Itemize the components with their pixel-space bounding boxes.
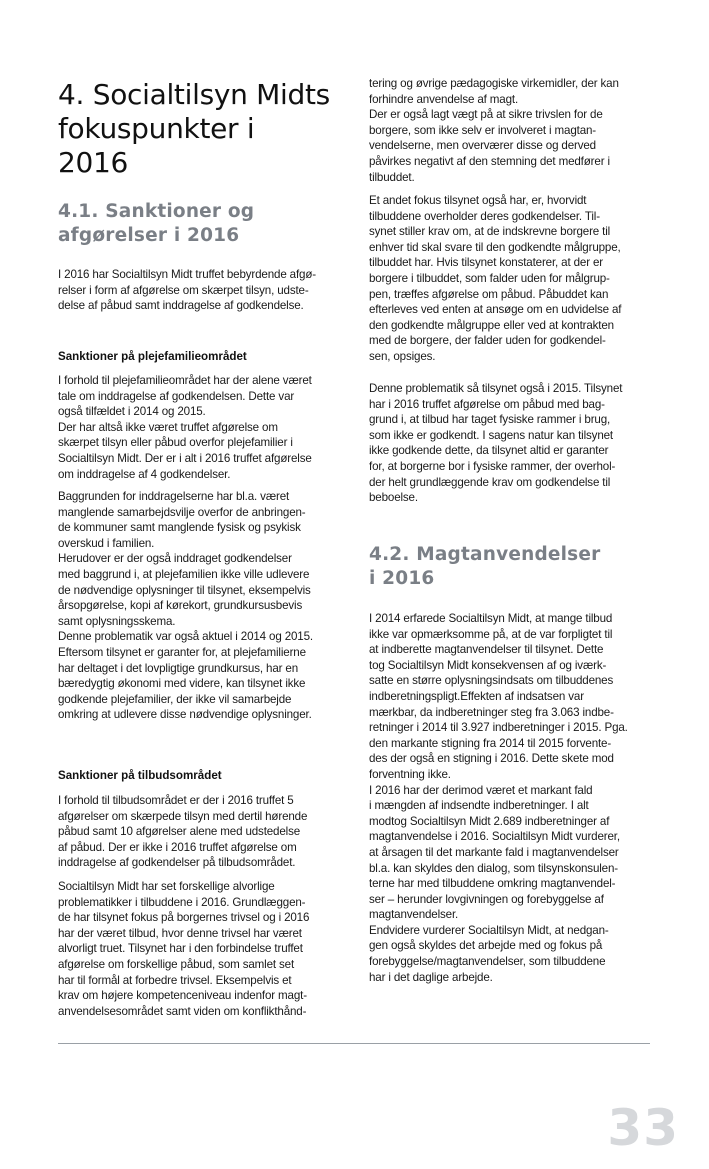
text-line: mærkbar, da indberetninger steg fra 3.063 indbe- — [369, 705, 614, 719]
subheading-plejefamilie: Sanktioner på plejefamilieområdet — [58, 350, 247, 363]
text-line: den godkendte målgruppe eller ved at kontrakten — [369, 318, 614, 332]
text-line: Baggrunden for inddragelserne har bl.a. været — [58, 490, 290, 503]
text-line: manglende samarbejdsvilje overfor de anbringen- — [58, 505, 306, 519]
text-line: borgere, som ikke selv er involveret i magtan- — [369, 123, 597, 137]
footer-rule — [58, 1043, 650, 1044]
section-4-1-intro — [58, 267, 316, 314]
text-line: bl.a. kan skyldes den dialog, som tilsynskonsulen- — [369, 861, 618, 875]
text-line: pen, træffes afgørelse om påbud. Påbuddet kan — [369, 287, 609, 301]
text-line: i 2016 — [369, 568, 435, 589]
text-line: enhver tid skal svare til den godkendte målgruppe, — [369, 240, 621, 254]
plejefamilie-paragraph-2 — [58, 489, 313, 723]
text-line: efterleves ved enten at ansøge om en udvidelse af — [369, 303, 622, 317]
text-line: har der været tilbud, hvor denne trivsel har været — [58, 926, 302, 940]
text-line: omkring at udlevere disse nødvendige oplysninger. — [58, 708, 312, 722]
text-line: anvendelsesområdet samt viden om konflikthånd- — [58, 1004, 307, 1018]
chapter-title — [58, 78, 330, 180]
text-line: påbud samt 10 afgørelser alene med udstedelse — [58, 825, 301, 839]
text-line: I 2014 erfarede Socialtilsyn Midt, at mange tilbud — [369, 612, 613, 625]
text-line: grund i, at tilbud har taget fysiske rammer i brug, — [369, 413, 611, 427]
fysiske-rammer-paragraph — [369, 381, 622, 506]
text-line: at årsagen til det markante fald i magtanvendelser — [369, 845, 619, 859]
text-line: Socialtilsyn Midt har set forskellige alvorlige — [58, 880, 275, 893]
tilbud-paragraph-2 — [58, 879, 309, 1019]
text-line: de nødvendige oplysninger til tilsynet, eksempelvis — [58, 583, 311, 597]
text-line: synet stiller krav om, at de indskrevne borgere til — [369, 225, 611, 239]
text-line: i mængden af indsendte indberetninger. I alt — [369, 799, 589, 813]
text-line: den markante stigning fra 2014 til 2015 forvente- — [369, 736, 612, 750]
text-line: med baggrund i, at plejefamilien ikke ville udlevere — [58, 567, 310, 581]
text-line: 4.1. Sanktioner og — [58, 201, 255, 222]
text-line: Der er også lagt vægt på at sikre trivslen for de — [369, 108, 603, 122]
section-heading-4-2 — [369, 543, 600, 591]
text-line: indberetningspligt.Effekten af indsatsen var — [369, 689, 584, 703]
text-line: forebyggelse/magtanvendelser, som tilbuddene — [369, 955, 606, 969]
page-number: 33 — [607, 1099, 679, 1157]
text-line: skærpet tilsyn eller påbud overfor plejefamilier i — [58, 436, 293, 450]
text-line: også tilfældet i 2014 og 2015. — [58, 405, 206, 419]
text-line: samt oplysningsskema. — [58, 614, 176, 628]
text-line: I forhold til tilbudsområdet er der i 2016 truffet 5 — [58, 794, 294, 807]
section-heading-4-1 — [58, 200, 254, 248]
magtanvendelser-paragraph — [369, 611, 628, 985]
text-line: relser i form af afgørelse om skærpet tilsyn, udste- — [58, 283, 309, 297]
text-line: I forhold til plejefamilieområdet har der alene været — [58, 374, 312, 387]
text-line: har i 2016 truffet afgørelse om påbud med bag- — [369, 397, 605, 411]
text-line: tering og øvrige pædagogiske virkemidler, der kan — [369, 77, 619, 90]
text-line: Der har altså ikke været truffet afgørelse om — [58, 420, 278, 434]
text-line: forhindre anvendelse af magt. — [369, 92, 519, 106]
text-line: har deltaget i det lovpligtige grundkursus, har en — [58, 661, 298, 675]
text-line: borgere i tilbuddet, som falder uden for målgrup- — [369, 271, 610, 285]
text-line: godkende plejefamilier, der ikke vil samarbejde — [58, 692, 292, 706]
text-line: sen, opsiges. — [369, 349, 436, 363]
text-line: ikke godkende dette, da tilsynet altid er garanter — [369, 444, 609, 458]
text-line: afgørelse om forskellige påbud, som samlet set — [58, 957, 295, 971]
godkendelser-paragraph — [369, 193, 621, 365]
text-line: inddragelse af godkendelser på tilbudsområdet. — [58, 856, 296, 870]
text-line: tilbuddene overholder deres godkendelser. Til- — [369, 209, 600, 223]
text-line: tilbuddet har. Hvis tilsynet konstaterer, at der er — [369, 256, 604, 270]
plejefamilie-paragraph-1 — [58, 373, 312, 482]
text-line: ikke var opmærksomme på, at de var forpligtet til — [369, 627, 613, 641]
text-line: vendelserne, men overværer disse og derved — [369, 139, 596, 153]
text-line: afgørelser om skærpede tilsyn med dertil hørende — [58, 809, 308, 823]
text-line: fokuspunkter i — [58, 112, 255, 145]
text-line: overskud i familien. — [58, 536, 155, 550]
text-line: magtanvendelse i 2016. Socialtilsyn Midt vurderer, — [369, 830, 620, 844]
text-line: retninger i 2014 til 3.927 indberetninger i 2015. Pga. — [369, 721, 628, 735]
text-line: alvorligt truet. Tilsynet har i den forbindelse truffet — [58, 942, 303, 956]
text-line: 4.2. Magtanvendelser — [369, 544, 601, 565]
text-line: afgørelser i 2016 — [58, 225, 240, 246]
text-line: bæredygtig økonomi med videre, kan tilsynet ikke — [58, 677, 306, 691]
text-line: de har tilsynet fokus på borgernes trivsel og i 2016 — [58, 911, 310, 925]
text-line: de kommuner samt manglende fysisk og psykisk — [58, 521, 301, 535]
text-line: Denne problematik var også aktuel i 2014 og 2015. — [58, 630, 313, 644]
text-line: forventning ikke. — [369, 767, 451, 781]
text-line: Socialtilsyn Midt. Der er i alt i 2016 truffet afgørelse — [58, 451, 312, 465]
text-line: årsopgørelse, kopi af kørekort, grundkursusbevis — [58, 599, 303, 613]
subheading-tilbudsomraadet: Sanktioner på tilbudsområdet — [58, 769, 222, 782]
text-line: ser – herunder lovgivningen og forebyggelse af — [369, 892, 604, 906]
text-line: Endvidere vurderer Socialtilsyn Midt, at nedgan- — [369, 923, 609, 937]
text-line: har i det daglige arbejde. — [369, 970, 493, 984]
text-line: der helt grundlæggende krav om godkendelse til — [369, 475, 611, 489]
text-line: tilbuddet. — [369, 170, 415, 184]
text-line: 4. Socialtilsyn Midts — [58, 78, 330, 111]
text-line: har til formål at forbedre trivsel. Eksempelvis et — [58, 973, 292, 987]
text-line: problematikker i tilbuddene i 2016. Grundlæggen- — [58, 895, 306, 909]
text-line: Et andet fokus tilsynet også har, er, hvorvidt — [369, 194, 587, 207]
text-line: krav om højere kompetenceniveau indenfor magt- — [58, 989, 307, 1003]
text-line: Eftersom tilsynet er garanter for, at plejefamilierne — [58, 645, 306, 659]
text-line: påvirkes negativt af den stemning det medfører i — [369, 154, 610, 168]
tilbud-paragraph-1 — [58, 793, 307, 871]
text-line: satte en større oplysningsindsats om tilbuddenes — [369, 674, 614, 688]
tilbud-paragraph-2-continued — [369, 76, 619, 185]
text-line: Denne problematik så tilsynet også i 2015. Tilsynet — [369, 382, 623, 395]
text-line: som ikke er godkendt. I sagens natur kan tilsynet — [369, 428, 613, 442]
text-line: af påbud. Der er ikke i 2016 truffet afgørelse om — [58, 840, 297, 854]
text-line: for, at borgerne bor i fysiske rammer, der overhol- — [369, 459, 616, 473]
text-line: des der også en stigning i 2016. Dette skete mod — [369, 752, 614, 766]
text-line: 2016 — [58, 146, 129, 179]
text-line: beboelse. — [369, 491, 418, 505]
text-line: modtog Socialtilsyn Midt 2.689 indberetninger af — [369, 814, 610, 828]
text-line: terne har med tilbuddene omkring magtanvendel- — [369, 877, 616, 891]
text-line: tog Socialtilsyn Midt konsekvensen af og iværk- — [369, 658, 607, 672]
text-line: gen også skyldes det arbejde med og fokus på — [369, 939, 603, 953]
text-line: I 2016 har der derimod været et markant fald — [369, 783, 593, 797]
text-line: om inddragelse af 4 godkendelser. — [58, 467, 231, 481]
text-line: I 2016 har Socialtilsyn Midt truffet bebyrdende afgø- — [58, 268, 316, 281]
text-line: med de borgere, der falder uden for godkendel- — [369, 334, 606, 348]
text-line: at indberette magtanvendelser til tilsynet. Dette — [369, 643, 604, 657]
text-line: tale om inddragelse af godkendelsen. Dette var — [58, 389, 295, 403]
text-line: magtanvendelser. — [369, 908, 459, 922]
text-line: Herudover er der også inddraget godkendelser — [58, 552, 292, 566]
text-line: delse af påbud samt inddragelse af godkendelse. — [58, 299, 304, 313]
